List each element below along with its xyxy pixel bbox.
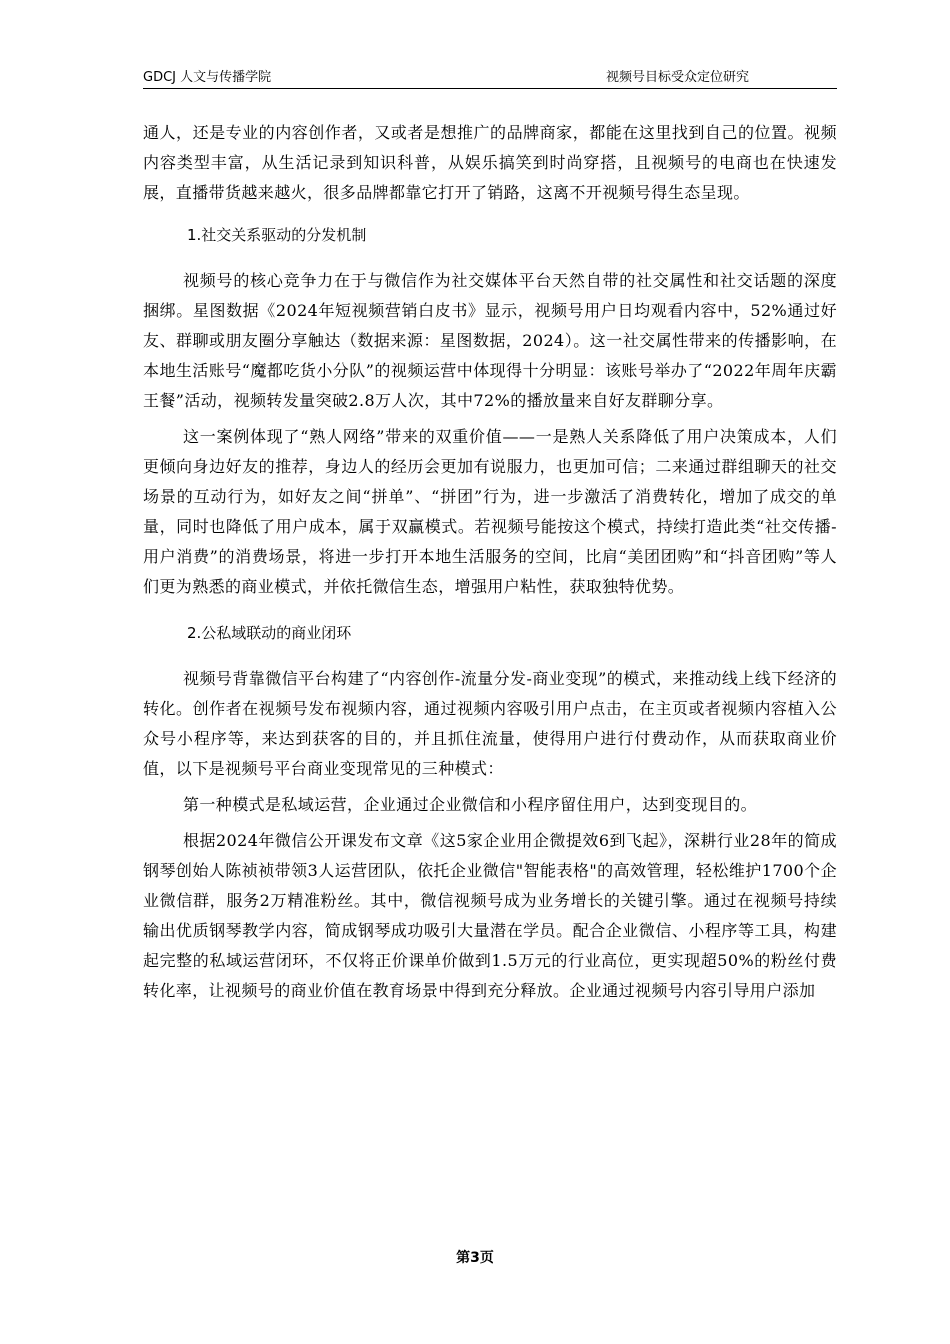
paragraph-private-domain-mode: 第一种模式是私域运营，企业通过企业微信和小程序留住用户，达到变现目的。 bbox=[183, 795, 758, 814]
document-body bbox=[143, 118, 837, 1006]
header-title: 视频号目标受众定位研究 bbox=[605, 70, 749, 85]
paragraph-social-distribution: 视频号的核心竞争力在于与微信作为社交媒体平台天然自带的社交属性和社交话题的深度捆绑。星图数据《2024年短视频营销白皮书》显示，视频号用户日均观看内容中，52%通过好友、群聊或朋友圈分享触达（数据来源：星图数据，2024）。这一社交属性带来的传播影响，在本地生活账号“魔都吃货小分队”的视频运营中体现得十分明显：该账号举办了“2022年周年庆霸王餐”活动，视频转发量突破2.8万人次，其中72%的播放量来自好友群聊分享。 bbox=[143, 271, 837, 410]
header-institution: GDCJ 人文与传播学院 bbox=[143, 70, 272, 85]
section-heading-2: 2.公私域联动的商业闭环 bbox=[187, 624, 352, 642]
page-header bbox=[143, 66, 837, 89]
page-number: 第3页 bbox=[456, 1250, 494, 1266]
paragraph-business-loop: 视频号背靠微信平台构建了“内容创作-流量分发-商业变现”的模式，来推动线上线下经济的转化。创作者在视频号发布视频内容，通过视频内容吸引用户点击，在主页或者视频内容植入公众号小程序等，来达到获客的目的，并且抓住流量，使得用户进行付费动作，从而获取商业价值，以下是视频号平台商业变现常见的三种模式： bbox=[143, 669, 837, 778]
paragraph-piano-case: 根据2024年微信公开课发布文章《这5家企业用企微提效6到飞起》，深耕行业28年的简成钢琴创始人陈祯祯带领3人运营团队，依托企业微信"智能表格"的高效管理，轻松维护1700个企业微信群，服务2万精准粉丝。其中，微信视频号成为业务增长的关键引擎。通过在视频号持续输出优质钢琴教学内容，简成钢琴成功吸引大量潜在学员。配合企业微信、小程序等工具，构建起完整的私域运营闭环，不仅将正价课单价做到1.5万元的行业高位，更实现超50%的粉丝付费转化率，让视频号的商业价值在教育场景中得到充分释放。企业通过视频号内容引导用户添加 bbox=[143, 831, 837, 1000]
paragraph-acquaintance-network: 这一案例体现了“熟人网络”带来的双重价值——一是熟人关系降低了用户决策成本，人们更倾向身边好友的推荐，身边人的经历会更加有说服力，也更加可信；二来通过群组聊天的社交场景的互动行为，如好友之间“拼单”、“拼团”行为，进一步激活了消费转化，增加了成交的单量，同时也降低了用户成本，属于双赢模式。若视频号能按这个模式，持续打造此类“社交传播-用户消费”的消费场景，将进一步打开本地生活服务的空间，比肩“美团团购”和“抖音团购”等人们更为熟悉的商业模式，并依托微信生态，增强用户粘性，获取独特优势。 bbox=[143, 427, 837, 596]
section-heading-1: 1.社交关系驱动的分发机制 bbox=[187, 226, 367, 244]
paragraph-continued: 通人，还是专业的内容创作者，又或者是想推广的品牌商家，都能在这里找到自己的位置。视频内容类型丰富，从生活记录到知识科普，从娱乐搞笑到时尚穿搭，且视频号的电商也在快速发展，直播带货越来越火，很多品牌都靠它打开了销路，这离不开视频号得生态呈现。 bbox=[143, 123, 837, 202]
